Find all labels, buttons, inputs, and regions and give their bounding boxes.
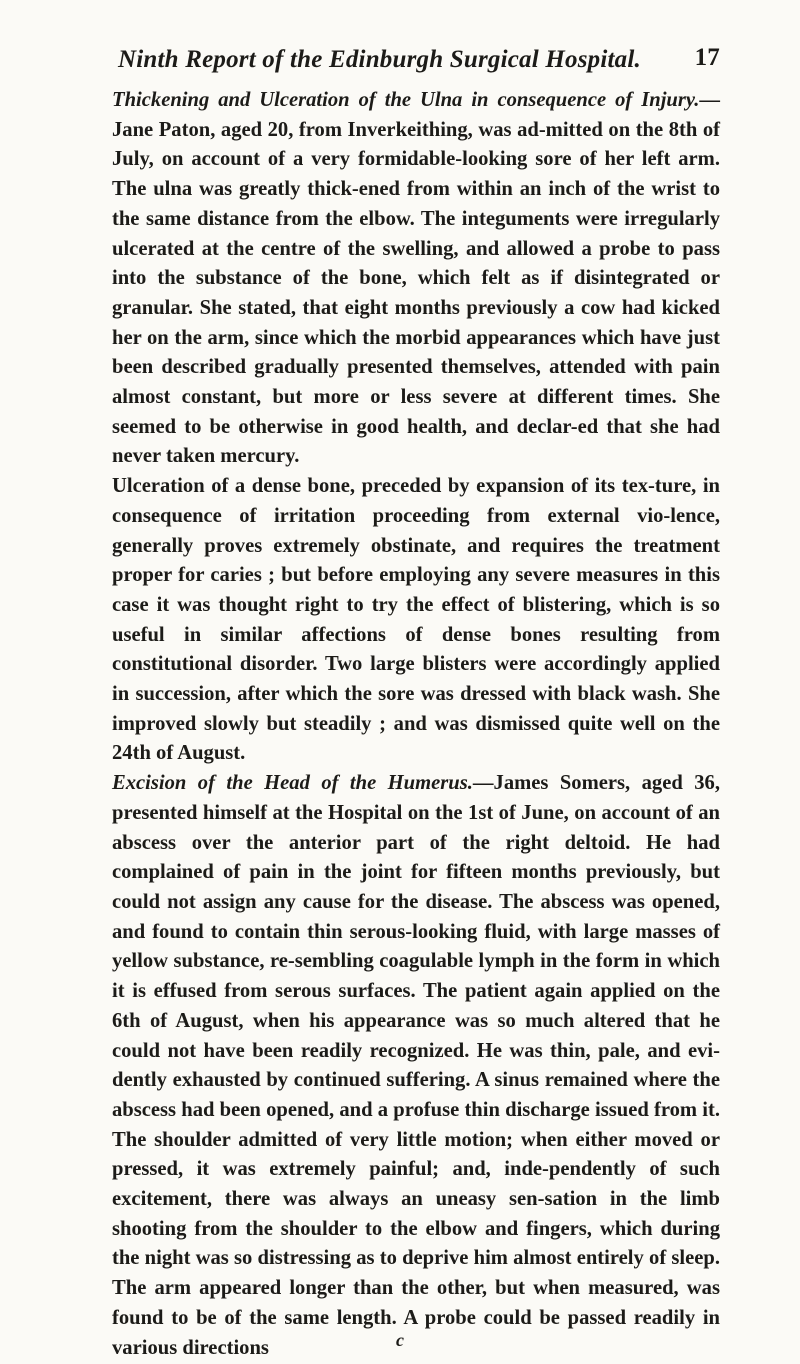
paragraph-text: Ulceration of a dense bone, preceded by expansion of its tex-ture, in consequence of irritation proceeding from external vio-lence, generally proves extremely obstinate, and requires the treatment proper for caries ; but before employing any severe measures in this case it was thought right to try the effect of blistering, which is so useful in similar affections of dense bones resulting from constitutional disorder. Two large blisters were accordingly applied in succession, after which the sore was dressed with black wash. She improved slowly but steadily ; and was dismissed quite well on the 24th of August.	[112, 475, 720, 765]
running-title: Ninth Report of the Edinburgh Surgical Hospital.	[118, 46, 641, 73]
paragraph-ulna-treatment	[112, 472, 720, 769]
page-number: 17	[694, 44, 720, 71]
case-heading: Excision of the Head of the Humerus.	[112, 772, 473, 795]
paragraph-text: —Jane Paton, aged 20, from Inverkeithing, was ad-mitted on the 8th of July, on account of a very formidable-looking sore of her left arm. The ulna was greatly thick-ened from within an inch of the wrist to the same distance from the elbow. The integuments were irregularly ulcerated at the centre of the swelling, and allowed a probe to pass into the substance of the bone, which felt as if disintegrated or granular. She stated, that eight months previously a cow had kicked her on the arm, since which the morbid appearances which have just been described gradually presented themselves, attended with pain almost constant, but more or less severe at different times. She seemed to be otherwise in good health, and declar-ed that she had never taken mercury.	[112, 89, 720, 468]
paragraph-text: —James Somers, aged 36, presented himself at the Hospital on the 1st of June, on account of an abscess over the anterior part of the right deltoid. He had complained of pain in the joint for fifteen months previously, but could not assign any cause for the disease. The abscess was opened, and found to contain thin serous-looking fluid, with large masses of yellow substance, re-sembling coagulable lymph in the form in which it is effused from serous surfaces. The patient again applied on the 6th of August, when his appearance was so much altered that he could not have been readily recognized. He was thin, pale, and evi-dently exhausted by continued suffering. A sinus remained where the abscess had been opened, and a profuse thin discharge issued from it. The shoulder admitted of very little motion; when either moved or pressed, it was extremely painful; and, inde-pendently of such excitement, there was always an uneasy sen-sation in the limb shooting from the shoulder to the elbow and fingers, which during the night was so distressing as to deprive him almost entirely of sleep. The arm appeared longer than the other, but when measured, was found to be of the same length. A probe could be passed readily in various directions	[112, 772, 720, 1359]
case-heading: Thickening and Ulceration of the Ulna in consequence of Injury.	[112, 89, 700, 111]
body-text	[112, 86, 720, 1363]
paragraph-humerus-case	[112, 769, 720, 1363]
page-header	[112, 40, 720, 86]
paragraph-ulna-case	[112, 86, 720, 472]
signature-mark: c	[396, 1330, 404, 1350]
book-page	[112, 40, 720, 1363]
